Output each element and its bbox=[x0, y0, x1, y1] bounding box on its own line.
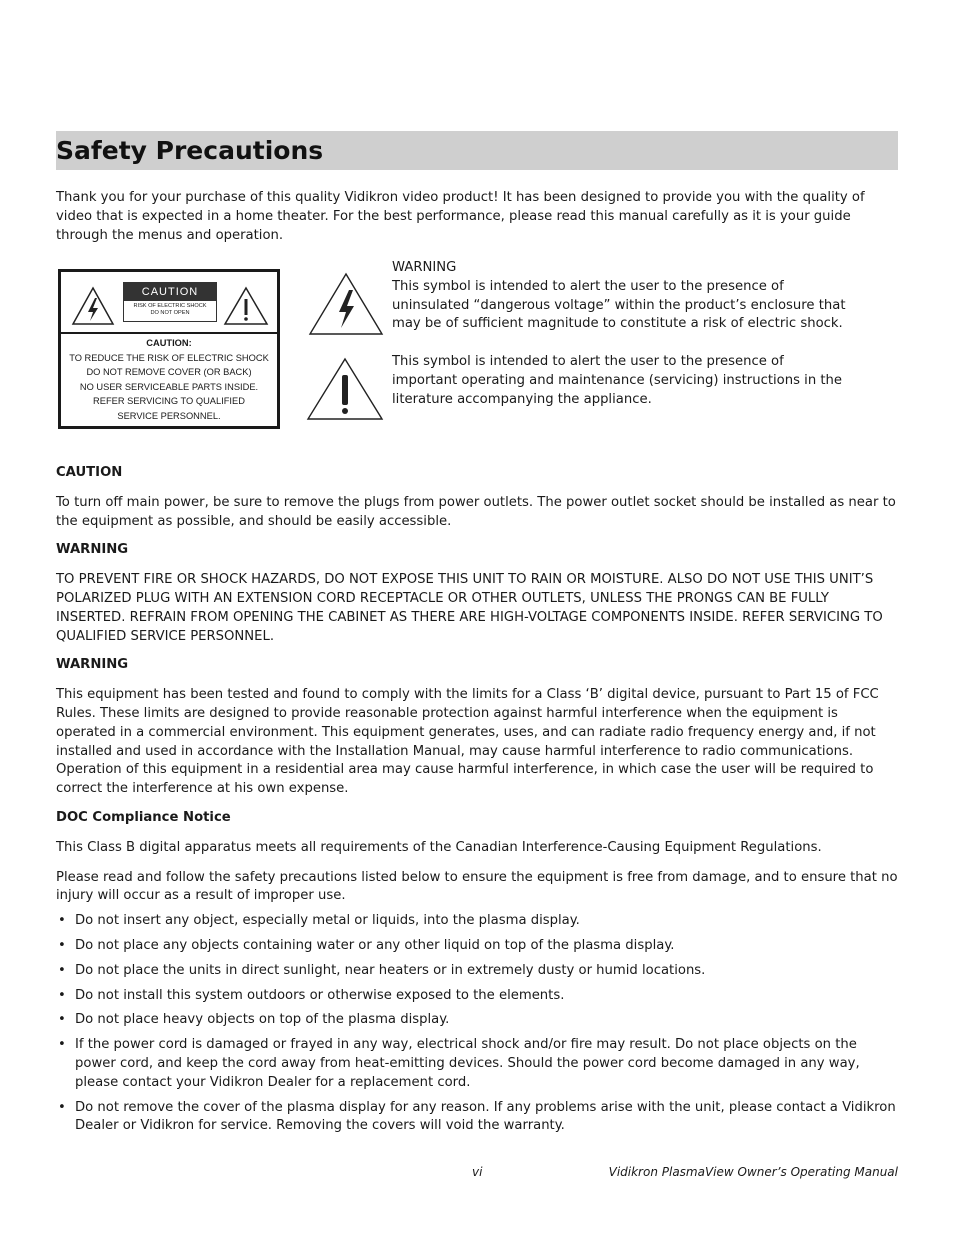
caution-label-caption bbox=[61, 336, 277, 423]
manual-title-footer: Vidikron PlasmaView Owner’s Operating Manual bbox=[608, 1165, 898, 1179]
caution-caption-line: REFER SERVICING TO QUALIFIED bbox=[93, 396, 245, 406]
list-item: • Do not remove the cover of the plasma display for any reason. If any problems arise with the unit, please contact a Vidikron Dealer or Vidikron for service. Removing the covers will void the warranty. bbox=[56, 1099, 898, 1137]
list-item: • Do not insert any object, especially metal or liquids, into the plasma display. bbox=[56, 912, 898, 931]
list-item: • Do not place the units in direct sunlight, near heaters or in extremely dusty or humid locations. bbox=[56, 962, 898, 981]
caution-plate bbox=[123, 282, 217, 322]
list-item: • Do not place any objects containing water or any other liquid on top of the plasma display. bbox=[56, 937, 898, 956]
caution-label-top bbox=[61, 272, 277, 334]
warning-heading-2: WARNING bbox=[56, 657, 129, 673]
voltage-symbol-text: This symbol is intended to alert the user to the presence of uninsulated “dangerous voltage” within the product’s enclosure that may be of sufficient magnitude to constitute a risk of electric shock. bbox=[392, 278, 846, 332]
voltage-symbol-description bbox=[392, 259, 852, 334]
exclamation-warning-icon bbox=[223, 286, 269, 326]
dangerous-voltage-icon bbox=[308, 272, 384, 336]
list-item: • Do not place heavy objects on top of the plasma display. bbox=[56, 1011, 898, 1030]
page-title: Safety Precautions bbox=[56, 136, 324, 165]
doc-compliance-heading: DOC Compliance Notice bbox=[56, 809, 231, 825]
caution-caption-line: NO USER SERVICEABLE PARTS INSIDE. bbox=[79, 381, 259, 392]
page-number: vi bbox=[472, 1165, 483, 1179]
follow-precautions-text: Please read and follow the safety precautions listed below to ensure the equipment is free from damage, and to ensure that no injury will occur as a result of improper use. bbox=[56, 869, 898, 904]
exclamation-symbol-text: This symbol is intended to alert the user to the presence of important operating and maintenance (servicing) instructions in the literature accompanying the appliance. bbox=[392, 354, 843, 407]
caution-label bbox=[58, 269, 280, 429]
intro-paragraph bbox=[56, 189, 898, 245]
list-item: • Do not install this system outdoors or otherwise exposed to the elements. bbox=[56, 987, 898, 1006]
caution-plate-line2: DO NOT OPEN bbox=[150, 310, 190, 316]
caution-caption-line: DO NOT REMOVE COVER (OR BACK) bbox=[86, 367, 252, 377]
exclamation-symbol-description bbox=[392, 353, 852, 409]
warning-heading-1: WARNING bbox=[56, 542, 129, 558]
doc-compliance-text: This Class B digital apparatus meets all requirements of the Canadian Interference-Causing Equipment Regulations. bbox=[56, 839, 822, 855]
caution-plate-title: CAUTION bbox=[124, 283, 216, 301]
warning-text-1: TO PREVENT FIRE OR SHOCK HAZARDS, DO NOT EXPOSE THIS UNIT TO RAIN OR MOISTURE. ALSO DO NOT USE THIS UNIT’S POLARIZED PLUG WITH AN EXTENSION CORD RECEPTACLE OR OTHER OUTLETS, UNLESS THE PRONGS CAN BE FULLY INSERTED. REFRAIN FROM OPENING THE CABINET AS THERE ARE HIGH-VOLTAGE COMPONENTS INSIDE. REFER SERVICING TO QUALIFIED SERVICE PERSONNEL. bbox=[56, 572, 883, 644]
caution-caption-line: TO REDUCE THE RISK OF ELECTRIC SHOCK bbox=[69, 352, 269, 363]
important-instructions-icon bbox=[306, 357, 384, 421]
safety-sections bbox=[56, 464, 898, 1142]
intro-text: Thank you for your purchase of this quality Vidikron video product! It has been designed to provide you with the quality of video that is expected in a home theater. For the best performance, please read this manual carefully as it is your guide through the menus and operation. bbox=[56, 190, 865, 243]
caution-caption-line: SERVICE PERSONNEL. bbox=[117, 410, 221, 421]
precautions-list bbox=[56, 912, 898, 1136]
caution-heading: CAUTION bbox=[56, 465, 123, 480]
page-title-bar bbox=[56, 131, 898, 170]
warning-text-2: This equipment has been tested and found to comply with the limits for a Class ‘B’ digital device, pursuant to Part 15 of FCC Rules. These limits are designed to provide reasonable protection against harmful interference when the equipment is operated in a commercial environment. This equipment generates, uses, and can radiate radio frequency energy and, if not installed and used in accordance with the Installation Manual, may cause harmful interference to radio communications. Operation of this equipment in a residential area may cause harmful interference, in which case the user will be required to correct the interference at his own expense. bbox=[56, 687, 879, 797]
caution-caption-title: CAUTION: bbox=[146, 338, 192, 348]
caution-plate-line1: RISK OF ELECTRIC SHOCK bbox=[133, 303, 207, 309]
caution-text: To turn off main power, be sure to remove the plugs from power outlets. The power outlet socket should be installed as near to the equipment as possible, and should be easily accessible. bbox=[56, 494, 896, 529]
list-item: • If the power cord is damaged or frayed in any way, electrical shock and/or fire may result. Do not place objects on the power cord, and keep the cord away from heat-emitting devices. Should the power cord become damaged in any way, please contact your Vidikron Dealer for a replacement cord. bbox=[56, 1036, 898, 1092]
lightning-warning-icon bbox=[71, 286, 115, 326]
warning-heading: WARNING bbox=[392, 260, 457, 275]
